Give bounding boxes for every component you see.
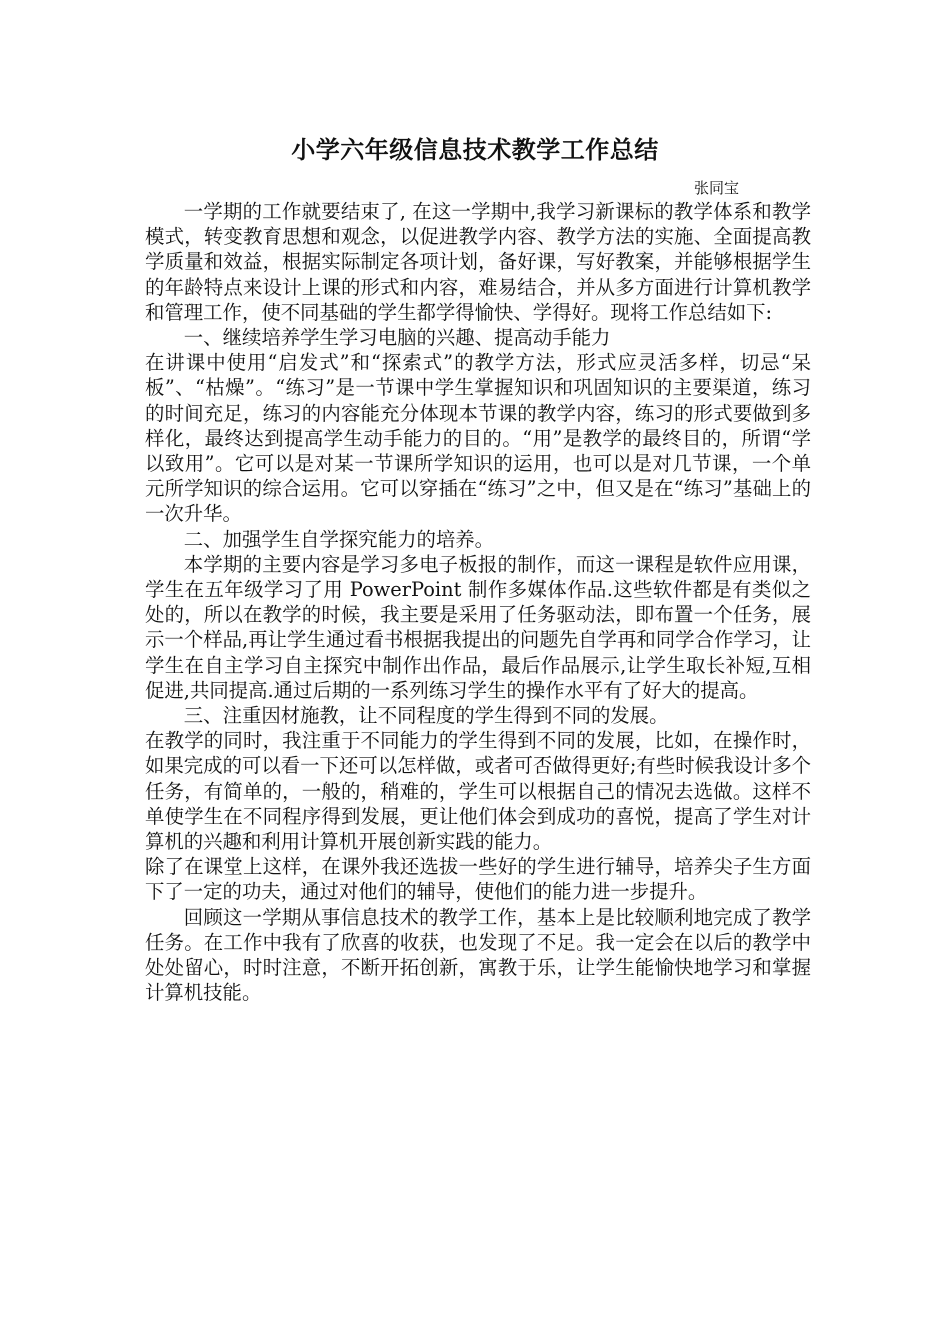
section-2-paragraph: 本学期的主要内容是学习多电子板报的制作，而这一课程是软件应用课，学生在五年级学习了用 PowerPoint 制作多媒体作品.这些软件都是有类似之处的，所以在教学的时候，我主要是采用了任务驱动法，即布置一个任务，展示一个样品,再让学生通过看书根据我提出的问题先自学再和同学合作学习，让学生在自主学习自主探究中制作出作品，最后作品展示,让学生取长补短,互相促进,共同提高.通过后期的一系列练习学生的操作水平有了好大的提高。 <box>145 552 811 702</box>
document-title: 小学六年级信息技术教学工作总结 <box>291 136 659 164</box>
section-3-paragraph: 在教学的同时，我注重于不同能力的学生得到不同的发展，比如，在操作时，如果完成的可以看一下还可以怎样做，或者可否做得更好;有些时候我设计多个任务，有简单的，一般的，稍难的，学生可以根据自己的情况去选做。这样不单使学生在不同程序得到发展，更让他们体会到成功的喜悦，提高了学生对计算机的兴趣和利用计算机开展创新实践的能力。 <box>145 729 811 854</box>
section-heading-3: 三、注重因材施教，让不同程度的学生得到不同的发展。 <box>183 704 669 728</box>
section-1-paragraph: 在讲课中使用“启发式”和“探索式”的教学方法，形式应灵活多样，切忌“呆板”、“枯燥”。“练习”是一节课中学生掌握知识和巩固知识的主要渠道，练习的时间充足，练习的内容能充分体现本节课的教学内容，练习的形式要做到多样化，最终达到提高学生动手能力的目的。“用”是教学的最终目的，所谓“学以致用”。它可以是对某一节课所学知识的运用，也可以是对几节课，一个单元所学知识的综合运用。它可以穿插在“练习”之中，但又是在“练习”基础上的一次升华。 <box>145 351 811 526</box>
intro-paragraph: 一学期的工作就要结束了, 在这一学期中,我学习新课标的教学体系和教学模式，转变教育思想和观念，以促进教学内容、教学方法的实施、全面提高教学质量和效益，根据实际制定各项计划，备好课，写好教案，并能够根据学生的年龄特点来设计上课的形式和内容，难易结合，并从多方面进行计算机教学和管理工作，使不同基础的学生都学得愉快、学得好。现将工作总结如下: <box>145 200 811 324</box>
document-body <box>145 199 811 1006</box>
section-heading-1: 一、继续培养学生学习电脑的兴趣、提高动手能力 <box>183 326 611 350</box>
section-3-extra-paragraph: 除了在课堂上这样，在课外我还选拔一些好的学生进行辅导，培养尖子生方面下了一定的功夫，通过对他们的辅导，使他们的能力进一步提升。 <box>145 855 811 904</box>
author-name: 张同宝 <box>694 179 740 197</box>
conclusion-paragraph: 回顾这一学期从事信息技术的教学工作，基本上是比较顺利地完成了教学任务。在工作中我有了欣喜的收获，也发现了不足。我一定会在以后的教学中处处留心，时时注意，不断开拓创新，寓教于乐，让学生能愉快地学习和掌握计算机技能。 <box>145 905 811 1005</box>
section-heading-2: 二、加强学生自学探究能力的培养。 <box>183 527 495 551</box>
